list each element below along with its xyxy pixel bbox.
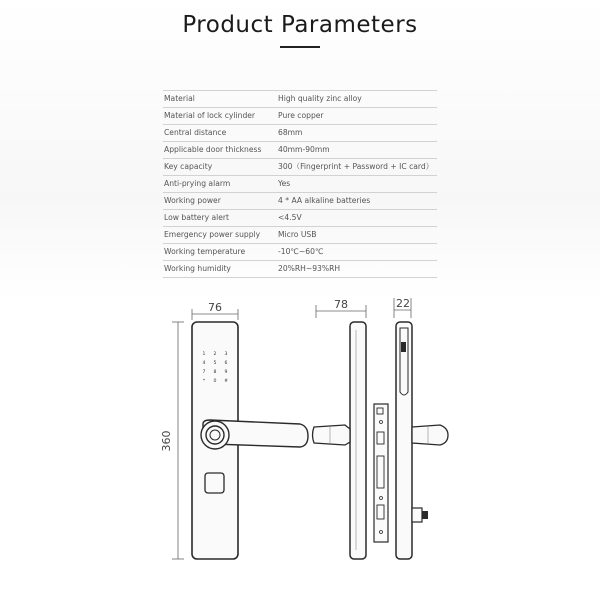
parameter-name: Material	[164, 94, 195, 103]
parameter-name: Emergency power supply	[164, 230, 261, 239]
thumb-turn-knob	[422, 511, 428, 519]
parameter-name: Anti-prying alarm	[164, 179, 231, 188]
parameter-value: -10℃~60℃	[278, 247, 324, 256]
parameter-name: Working power	[164, 196, 221, 205]
keypad-key: #	[224, 379, 228, 384]
lock-diagram	[0, 290, 600, 600]
handle-rose	[201, 421, 229, 449]
keypad-key: 2	[213, 352, 217, 357]
parameter-name: Material of lock cylinder	[164, 111, 256, 120]
height-label: 360	[160, 430, 173, 452]
parameter-row	[163, 108, 437, 125]
parameter-row	[163, 125, 437, 142]
parameter-row	[163, 227, 437, 244]
keypad-key: 5	[213, 361, 217, 366]
keypad-key: *	[202, 379, 206, 384]
parameter-value: Yes	[278, 179, 291, 188]
title-underline	[280, 46, 320, 48]
usb-port	[401, 342, 406, 352]
parameter-row	[163, 176, 437, 193]
keypad-key: 1	[202, 352, 206, 357]
front-panel-profile	[350, 322, 366, 559]
parameter-row	[163, 142, 437, 159]
keypad-key: 6	[224, 361, 228, 366]
parameter-row	[163, 90, 437, 108]
parameter-value: <4.5V	[278, 213, 302, 222]
keypad-key: 3	[224, 352, 228, 357]
side-depth-label: 78	[334, 298, 348, 311]
key-cover	[205, 473, 224, 493]
parameter-value: High quality zinc alloy	[278, 94, 362, 103]
parameter-value: 4 * AA alkaline batteries	[278, 196, 371, 205]
parameter-value: 300（Fingerprint + Password + IC card）	[278, 162, 434, 171]
rear-width-label: 22	[396, 297, 410, 310]
parameter-row	[163, 261, 437, 278]
front-view	[160, 301, 308, 559]
keypad-key: 7	[202, 370, 206, 375]
parameter-name: Key capacity	[164, 162, 213, 171]
parameter-name: Central distance	[164, 128, 227, 137]
parameter-value: Micro USB	[278, 230, 317, 239]
outer-handle	[313, 425, 351, 445]
parameter-value: 40mm-90mm	[278, 145, 330, 154]
keypad-key: 0	[213, 379, 217, 384]
rear-panel-profile	[396, 322, 412, 559]
parameter-row	[163, 244, 437, 261]
parameter-value: 68mm	[278, 128, 303, 137]
parameter-row	[163, 159, 437, 176]
parameter-row	[163, 193, 437, 210]
keypad-key: 4	[202, 361, 206, 366]
parameter-name: Low battery alert	[164, 213, 230, 222]
inner-handle	[412, 425, 448, 445]
parameter-value: Pure copper	[278, 111, 324, 120]
parameter-value: 20%RH~93%RH	[278, 264, 341, 273]
front-width-label: 76	[208, 301, 222, 314]
keypad-key: 9	[224, 370, 228, 375]
keypad-key: 8	[213, 370, 217, 375]
parameter-row	[163, 210, 437, 227]
thumb-turn	[412, 508, 422, 522]
side-view	[313, 297, 449, 559]
page-title: Product Parameters	[182, 12, 418, 38]
parameter-name: Applicable door thickness	[164, 145, 262, 154]
mortise-body	[374, 404, 388, 542]
parameter-name: Working humidity	[164, 264, 231, 273]
parameter-name: Working temperature	[164, 247, 246, 256]
parameter-table	[163, 90, 437, 278]
